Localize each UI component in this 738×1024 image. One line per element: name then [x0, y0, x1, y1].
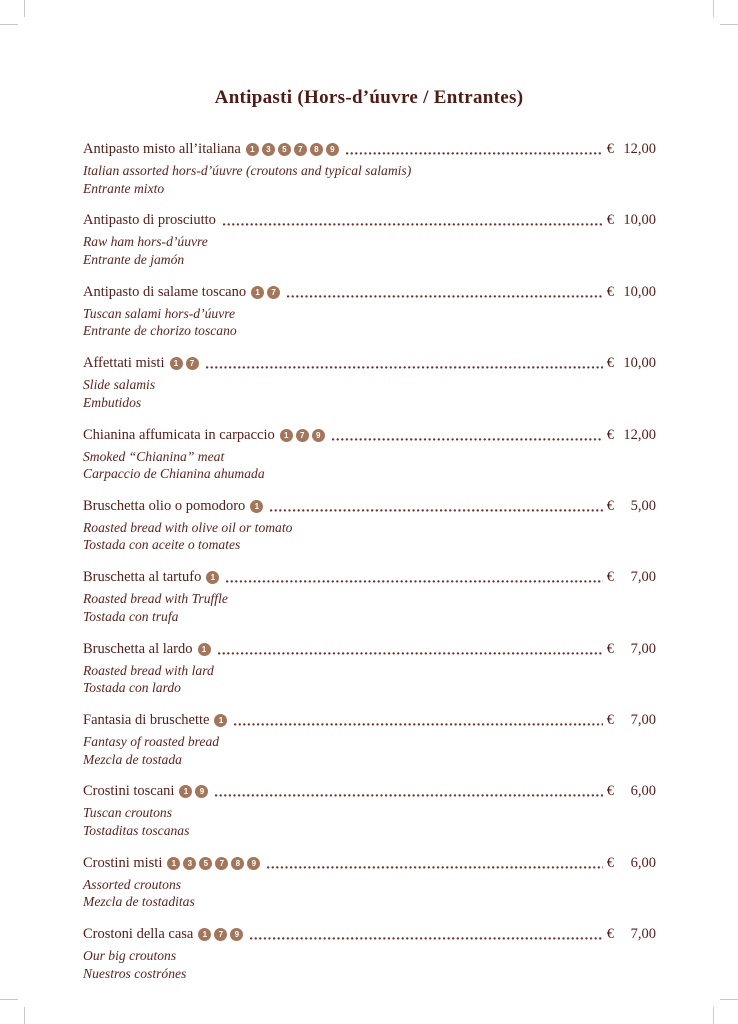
- allergen-badge: 7: [296, 429, 309, 442]
- euro-sign: €: [606, 926, 614, 943]
- item-name: Chianina affumicata in carpaccio: [83, 426, 275, 443]
- item-translation-en: Smoked “Chianina” meat: [83, 448, 225, 464]
- crop-mark-bottom-left-horizontal: [0, 999, 18, 1000]
- euro-sign: €: [606, 569, 614, 586]
- item-name: Bruschetta al lardo: [83, 640, 193, 657]
- item-translation-es: Carpaccio de Chianina ahumada: [83, 466, 265, 482]
- menu-item-line: [83, 781, 656, 801]
- menu-item: [83, 924, 656, 982]
- allergen-badge: 1: [198, 643, 211, 656]
- item-name: Antipasto di prosciutto: [83, 212, 216, 229]
- item-name: Crostoni della casa: [83, 926, 194, 943]
- item-translation-es: Tostada con lardo: [83, 680, 181, 696]
- item-price: 10,00: [623, 283, 656, 300]
- item-badges: [198, 928, 243, 941]
- item-price: 7,00: [630, 926, 656, 943]
- allergen-badge: 1: [251, 286, 264, 299]
- item-price: 12,00: [623, 141, 656, 157]
- section-title: Antipasti (Hors-d’úuvre / Entrantes): [214, 87, 524, 108]
- allergen-badge: 1: [198, 928, 211, 941]
- item-translation-en: Tuscan croutons: [83, 805, 172, 821]
- item-translation-en: Roasted bread with olive oil or tomato: [83, 519, 293, 535]
- item-price: 6,00: [630, 783, 656, 800]
- item-price: 12,00: [623, 426, 656, 443]
- crop-mark-top-right-horizontal: [720, 24, 738, 25]
- euro-sign: €: [606, 640, 614, 657]
- menu-item: [83, 853, 656, 911]
- euro-sign: €: [606, 355, 614, 372]
- allergen-badge: 7: [294, 143, 307, 156]
- allergen-badge: 9: [230, 928, 243, 941]
- item-price: 7,00: [630, 712, 656, 728]
- allergen-badge: 9: [326, 143, 339, 156]
- menu-item: [83, 781, 656, 839]
- allergen-badge: 1: [280, 429, 293, 442]
- allergen-badge: 7: [267, 286, 280, 299]
- allergen-badge: 1: [170, 357, 183, 370]
- item-price: 10,00: [623, 212, 656, 229]
- item-translation-es: Mezcla de tostaditas: [83, 894, 195, 910]
- allergen-badge: 1: [206, 571, 219, 584]
- allergen-badge: 5: [199, 857, 212, 870]
- allergen-badge: 9: [247, 857, 260, 870]
- menu-item-line: [83, 210, 656, 230]
- menu-item: [83, 353, 656, 411]
- item-translation-en: Assorted croutons: [83, 876, 182, 892]
- menu-item-line: [83, 924, 656, 944]
- allergen-badge: 1: [250, 500, 263, 513]
- euro-sign: €: [606, 426, 614, 443]
- allergen-badge: 1: [214, 714, 227, 727]
- item-translation-en: Italian assorted hors-d’úuvre (croutons and typical salamis): [83, 163, 412, 178]
- item-price: 5,00: [630, 497, 656, 514]
- menu-item-line: [83, 353, 656, 373]
- item-translation-en: Fantasy of roasted bread: [83, 734, 220, 749]
- item-badges: [246, 143, 339, 156]
- allergen-badge: 7: [186, 357, 199, 370]
- allergen-badge: 7: [215, 857, 228, 870]
- dotted-leader: [270, 509, 602, 512]
- item-translation-en: Roasted bread with Truffle: [83, 591, 228, 607]
- dotted-leader: [218, 652, 603, 655]
- crop-mark-top-right-vertical: [713, 0, 714, 17]
- menu-item-line: [83, 853, 656, 873]
- crop-mark-bottom-right-vertical: [713, 1007, 714, 1024]
- item-translation-en: Roasted bread with lard: [83, 662, 214, 678]
- allergen-badge: 1: [179, 785, 192, 798]
- menu-item-line: [83, 425, 656, 445]
- euro-sign: €: [606, 212, 614, 229]
- allergen-badge: 3: [262, 143, 275, 156]
- menu-item-line: [83, 639, 656, 659]
- item-translation-es: Tostada con trufa: [83, 608, 179, 624]
- crop-mark-bottom-right-horizontal: [720, 999, 738, 1000]
- item-name: Fantasia di bruschette: [83, 712, 210, 728]
- menu-item: [83, 210, 656, 268]
- item-name: Antipasto di salame toscano: [83, 283, 247, 300]
- allergen-badge: 5: [278, 143, 291, 156]
- menu-item-line: [83, 567, 656, 587]
- item-badges: [167, 857, 260, 870]
- crop-mark-top-left-horizontal: [0, 24, 18, 25]
- menu-item: [83, 710, 656, 768]
- item-translation-es: Tostada con aceite o tomates: [83, 537, 241, 553]
- menu-item-line: [83, 710, 656, 730]
- item-translation-en: Tuscan salami hors-d’úuvre: [83, 305, 236, 321]
- crop-mark-bottom-left-vertical: [24, 1007, 25, 1024]
- allergen-badge: 1: [246, 143, 259, 156]
- menu-item: [83, 282, 656, 340]
- dotted-leader: [267, 866, 602, 869]
- item-name: Bruschetta olio o pomodoro: [83, 497, 246, 514]
- item-name: Bruschetta al tartufo: [83, 569, 202, 586]
- dotted-leader: [234, 723, 602, 726]
- item-translation-en: Raw ham hors-d’úuvre: [83, 234, 208, 250]
- euro-sign: €: [606, 854, 614, 871]
- euro-sign: €: [606, 283, 614, 300]
- crop-mark-top-left-vertical: [24, 0, 25, 17]
- menu-item: [83, 496, 656, 554]
- dotted-leader: [346, 152, 603, 155]
- item-translation-es: Entrante mixto: [83, 180, 165, 196]
- item-translation-es: Tostaditas toscanas: [83, 822, 190, 838]
- menu-item: [83, 425, 656, 483]
- item-translation-es: Entrante de jamón: [83, 251, 185, 267]
- allergen-badge: 8: [310, 143, 323, 156]
- dotted-leader: [226, 580, 602, 583]
- item-price: 10,00: [623, 355, 656, 372]
- dotted-leader: [215, 794, 602, 797]
- dotted-leader: [206, 366, 603, 369]
- allergen-badge: 3: [183, 857, 196, 870]
- allergen-badge: 1: [167, 857, 180, 870]
- menu-item-line: [83, 496, 656, 516]
- item-translation-es: Entrante de chorizo toscano: [83, 323, 237, 339]
- allergen-badge: 8: [231, 857, 244, 870]
- menu-item-line: [83, 139, 656, 159]
- item-badges: [206, 571, 219, 584]
- item-price: 6,00: [630, 854, 656, 871]
- dotted-leader: [332, 438, 603, 441]
- item-badges: [250, 500, 263, 513]
- dotted-leader: [223, 223, 603, 226]
- item-translation-es: Embutidos: [83, 394, 142, 410]
- item-name: Crostini misti: [83, 854, 163, 871]
- item-badges: [198, 643, 211, 656]
- item-name: Crostini toscani: [83, 783, 175, 800]
- item-translation-es: Mezcla de tostada: [83, 751, 182, 767]
- menu-item: [83, 139, 656, 197]
- euro-sign: €: [606, 141, 614, 157]
- menu-item: [83, 639, 656, 697]
- allergen-badge: 9: [195, 785, 208, 798]
- item-price: 7,00: [630, 569, 656, 586]
- allergen-badge: 9: [312, 429, 325, 442]
- item-badges: [179, 785, 208, 798]
- item-name: Antipasto misto all’italiana: [83, 141, 241, 157]
- euro-sign: €: [606, 712, 614, 728]
- item-translation-en: Slide salamis: [83, 377, 156, 393]
- menu-items: [83, 139, 656, 996]
- item-badges: [280, 429, 325, 442]
- item-badges: [170, 357, 199, 370]
- item-translation-es: Nuestros costrónes: [83, 965, 187, 981]
- menu-item-line: [83, 282, 656, 302]
- item-badges: [214, 714, 227, 727]
- euro-sign: €: [606, 497, 614, 514]
- item-price: 7,00: [630, 640, 656, 657]
- dotted-leader: [250, 937, 602, 940]
- item-translation-en: Our big croutons: [83, 948, 177, 964]
- item-name: Affettati misti: [83, 355, 165, 372]
- item-badges: [251, 286, 280, 299]
- euro-sign: €: [606, 783, 614, 800]
- dotted-leader: [287, 295, 603, 298]
- menu-item: [83, 567, 656, 625]
- allergen-badge: 7: [214, 928, 227, 941]
